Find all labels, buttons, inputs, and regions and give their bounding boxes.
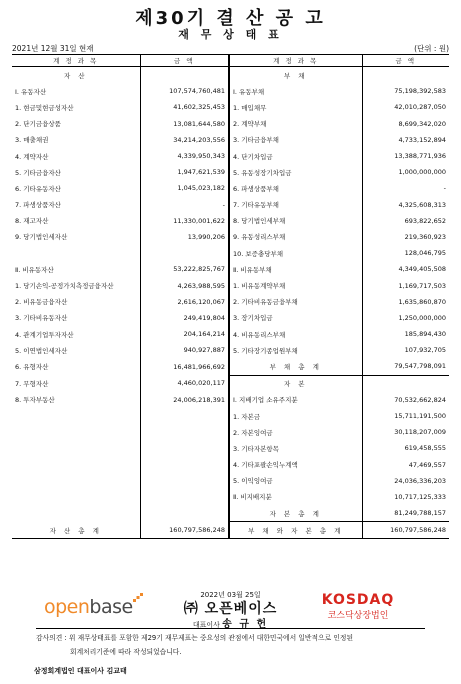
right-account-cell: 1. 매입채무 (229, 99, 362, 115)
table-row (12, 67, 449, 84)
left-amount-cell: 53,222,825,767 (140, 261, 229, 277)
left-amount-cell: 1,947,621,539 (140, 164, 229, 180)
left-amount-cell: 4,460,020,117 (140, 375, 229, 392)
left-account-cell: Ⅱ. 비유동자산 (12, 261, 140, 277)
table-row (12, 132, 449, 148)
right-account-cell: 3. 기타자본항목 (229, 440, 362, 456)
left-account-cell: 8. 재고자산 (12, 213, 140, 229)
right-amount-cell (362, 67, 449, 84)
right-account-cell: 5. 이익잉여금 (229, 473, 362, 489)
left-amount-cell (140, 505, 229, 522)
table-row (12, 261, 449, 277)
table-row (12, 116, 449, 132)
left-account-cell: 5. 기타금융자산 (12, 164, 140, 180)
left-amount-cell: 2,616,120,067 (140, 294, 229, 310)
right-amount-cell: 13,388,771,936 (394, 152, 446, 161)
right-account-cell: 6. 파생상품부채 (229, 180, 362, 196)
divider (36, 628, 425, 629)
table-row (12, 294, 449, 310)
left-account-cell: 4. 계약자산 (12, 148, 140, 164)
left-amount-cell: 13,081,644,580 (140, 116, 229, 132)
right-account-cell: 4. 비유동리스부채 (229, 326, 362, 342)
left-account-cell: 자 산 총 계 (12, 522, 140, 539)
left-account-cell (12, 245, 140, 261)
audit-opinion-line-1: 감사의견 : 위 재무상태표를 포함한 제29기 재무제표는 중요성의 관점에서 대한민국에서 일반적으로 인정된 (36, 634, 354, 642)
left-account-cell (12, 473, 140, 489)
left-amount-cell (140, 67, 229, 84)
left-amount-cell (140, 424, 229, 440)
left-account-cell (12, 440, 140, 456)
table-row (12, 310, 449, 326)
kosdaq-listed-label: 코스닥상장법인 (327, 611, 389, 621)
right-account-cell: 자 본 (229, 375, 362, 392)
table-row (12, 99, 449, 115)
right-account-cell: Ⅱ. 비지배지분 (229, 489, 362, 505)
table-row (12, 342, 449, 358)
table-row (12, 164, 449, 180)
page-subtitle: 재 무 상 태 표 (178, 28, 283, 41)
column-header: 금 액 (140, 55, 229, 67)
left-amount-cell: 940,927,887 (140, 342, 229, 358)
right-account-cell: 5. 기타장기종업원부채 (229, 342, 362, 358)
left-account-cell: 7. 파생상품자산 (12, 197, 140, 213)
right-amount-cell: 81,249,788,157 (362, 505, 449, 522)
right-account-cell: 9. 유동성리스부채 (229, 229, 362, 245)
right-account-cell: 부 채 와 자 본 총 계 (229, 522, 362, 539)
left-account-cell: 5. 이연법인세자산 (12, 342, 140, 358)
right-amount-cell: 30,118,207,009 (394, 428, 446, 437)
column-header: 계 정 과 목 (12, 55, 140, 67)
left-account-cell: 2. 단기금융상품 (12, 116, 140, 132)
table-header-row (12, 55, 449, 67)
right-amount-cell: 693,822,652 (404, 216, 446, 225)
ceo-title: 대표이사 (192, 621, 220, 629)
right-account-cell: 부 채 (229, 67, 362, 84)
audit-opinion (36, 631, 436, 659)
right-account-cell: 2. 자본잉여금 (229, 424, 362, 440)
right-amount-cell: 47,469,557 (408, 460, 446, 469)
right-amount-cell: 1,169,717,503 (398, 281, 446, 290)
left-account-cell (12, 408, 140, 424)
announcement-date: 2022년 03월 25일 (200, 591, 261, 599)
left-account-cell (12, 457, 140, 473)
right-account-cell: 2. 계약부채 (229, 116, 362, 132)
left-account-cell (12, 489, 140, 505)
right-amount-cell: 128,046,795 (404, 249, 446, 258)
right-account-cell: 3. 기타금융부채 (229, 132, 362, 148)
right-amount-cell (362, 375, 449, 392)
logo-text-base: base (89, 596, 133, 618)
left-amount-cell (140, 489, 229, 505)
balance-sheet-table (12, 54, 449, 539)
right-account-cell: 2. 기타비유동금융부채 (229, 294, 362, 310)
table-row (12, 473, 449, 489)
right-account-cell: 10. 보증충당부채 (229, 245, 362, 261)
table-row (12, 229, 449, 245)
left-amount-cell: 204,164,214 (140, 326, 229, 342)
right-account-cell: 3. 장기차입금 (229, 310, 362, 326)
left-amount-cell: 13,990,206 (140, 229, 229, 245)
left-amount-cell: 11,330,001,622 (140, 213, 229, 229)
right-amount-cell: 8,699,342,020 (398, 119, 446, 128)
audit-opinion-line-2: 회계처리기준에 따라 작성되었습니다. (70, 648, 182, 656)
right-account-cell: Ⅰ. 지배기업 소유주지분 (229, 392, 362, 408)
right-account-cell: 5. 유동성장기차입금 (229, 164, 362, 180)
table-row (12, 424, 449, 440)
left-account-cell: 4. 관계기업투자자산 (12, 326, 140, 342)
left-amount-cell (140, 457, 229, 473)
table-row (12, 408, 449, 424)
right-account-cell: 1. 비유동계약부채 (229, 277, 362, 293)
right-amount-cell: 160,797,586,248 (362, 522, 449, 539)
report-date: 2021년 12월 31일 현재 (12, 44, 94, 53)
auditor-signature: 삼정회계법인 대표이사 김교태 (34, 667, 127, 675)
unit-label: (단위 : 원) (414, 44, 449, 53)
table-row (12, 180, 449, 196)
right-account-cell: Ⅰ. 유동부채 (229, 83, 362, 99)
right-amount-cell: 4,349,405,508 (398, 265, 446, 274)
table-row (12, 375, 449, 392)
table-row (12, 358, 449, 375)
left-amount-cell (140, 245, 229, 261)
right-account-cell: 4. 단기차입금 (229, 148, 362, 164)
right-amount-cell: 1,635,860,870 (398, 297, 446, 306)
right-account-cell: 1. 자본금 (229, 408, 362, 424)
kosdaq-logo (318, 592, 398, 621)
left-amount-cell: - (140, 197, 229, 213)
table-row (12, 148, 449, 164)
left-amount-cell: 4,339,950,343 (140, 148, 229, 164)
left-amount-cell: 16,481,966,692 (140, 358, 229, 375)
right-account-cell: Ⅱ. 비유동부채 (229, 261, 362, 277)
left-amount-cell: 1,045,023,182 (140, 180, 229, 196)
table-row (12, 522, 449, 539)
left-account-cell (12, 505, 140, 522)
company-name: ㈜ 오픈베이스 (183, 601, 278, 617)
logo-text-open: open (44, 596, 90, 618)
right-amount-cell: 15,711,191,500 (394, 412, 446, 421)
left-account-cell: 8. 투자부동산 (12, 392, 140, 408)
right-amount-cell: - (443, 184, 446, 193)
right-amount-cell: 219,360,923 (404, 232, 446, 241)
column-header: 계 정 과 목 (229, 55, 362, 67)
kosdaq-logo-text: KOSDAQ (321, 592, 395, 608)
right-amount-cell: 42,010,287,050 (394, 103, 446, 112)
table-row (12, 489, 449, 505)
left-amount-cell (140, 440, 229, 456)
right-amount-cell: 79,547,798,091 (362, 358, 449, 375)
left-account-cell: 7. 무형자산 (12, 375, 140, 392)
right-amount-cell: 4,733,152,894 (398, 135, 446, 144)
left-account-cell: 1. 현금및현금성자산 (12, 99, 140, 115)
table-row (12, 505, 449, 522)
right-amount-cell: 10,717,125,333 (394, 492, 446, 501)
left-account-cell: 3. 기타비유동자산 (12, 310, 140, 326)
left-account-cell: 9. 당기법인세자산 (12, 229, 140, 245)
left-amount-cell: 34,214,203,556 (140, 132, 229, 148)
right-amount-cell: 70,532,662,824 (394, 395, 446, 404)
left-amount-cell: 24,006,218,391 (140, 392, 229, 408)
left-account-cell: 자 산 (12, 67, 140, 84)
table-row (12, 457, 449, 473)
left-amount-cell (140, 473, 229, 489)
left-account-cell: 6. 기타유동자산 (12, 180, 140, 196)
table-row (12, 440, 449, 456)
right-amount-cell: 619,458,555 (404, 444, 446, 453)
right-account-cell: 4. 기타포괄손익누계액 (229, 457, 362, 473)
right-account-cell: 자 본 총 계 (229, 505, 362, 522)
right-account-cell: 7. 기타유동부채 (229, 197, 362, 213)
left-account-cell (12, 424, 140, 440)
column-header: 금 액 (362, 55, 449, 67)
right-account-cell: 8. 당기법인세부채 (229, 213, 362, 229)
right-amount-cell: 24,036,336,203 (394, 476, 446, 485)
left-account-cell: 1. 당기손익-공정가치측정금융자산 (12, 277, 140, 293)
left-account-cell: 2. 비유동금융자산 (12, 294, 140, 310)
table-row (12, 213, 449, 229)
page-title: 제30기 결 산 공 고 (135, 8, 326, 29)
right-amount-cell: 107,932,705 (404, 346, 446, 355)
ceo-name: 송 규 헌 (222, 619, 269, 630)
left-amount-cell: 160,797,586,248 (140, 522, 229, 539)
right-amount-cell: 185,894,430 (404, 330, 446, 339)
table-row (12, 326, 449, 342)
left-account-cell: Ⅰ. 유동자산 (12, 83, 140, 99)
left-amount-cell: 249,419,804 (140, 310, 229, 326)
right-amount-cell: 1,250,000,000 (398, 313, 446, 322)
left-account-cell: 3. 매출채권 (12, 132, 140, 148)
right-amount-cell: 4,325,608,313 (398, 200, 446, 209)
table-row (12, 197, 449, 213)
table-row (12, 83, 449, 99)
right-amount-cell: 1,000,000,000 (398, 168, 446, 177)
left-amount-cell: 4,263,988,595 (140, 277, 229, 293)
table-row (12, 245, 449, 261)
left-amount-cell (140, 408, 229, 424)
left-amount-cell: 41,602,325,453 (140, 99, 229, 115)
right-account-cell: 부 채 총 계 (229, 358, 362, 375)
left-amount-cell: 107,574,760,481 (140, 83, 229, 99)
right-amount-cell: 75,198,392,583 (394, 87, 446, 96)
table-row (12, 277, 449, 293)
table-row (12, 392, 449, 408)
left-account-cell: 6. 유형자산 (12, 358, 140, 375)
